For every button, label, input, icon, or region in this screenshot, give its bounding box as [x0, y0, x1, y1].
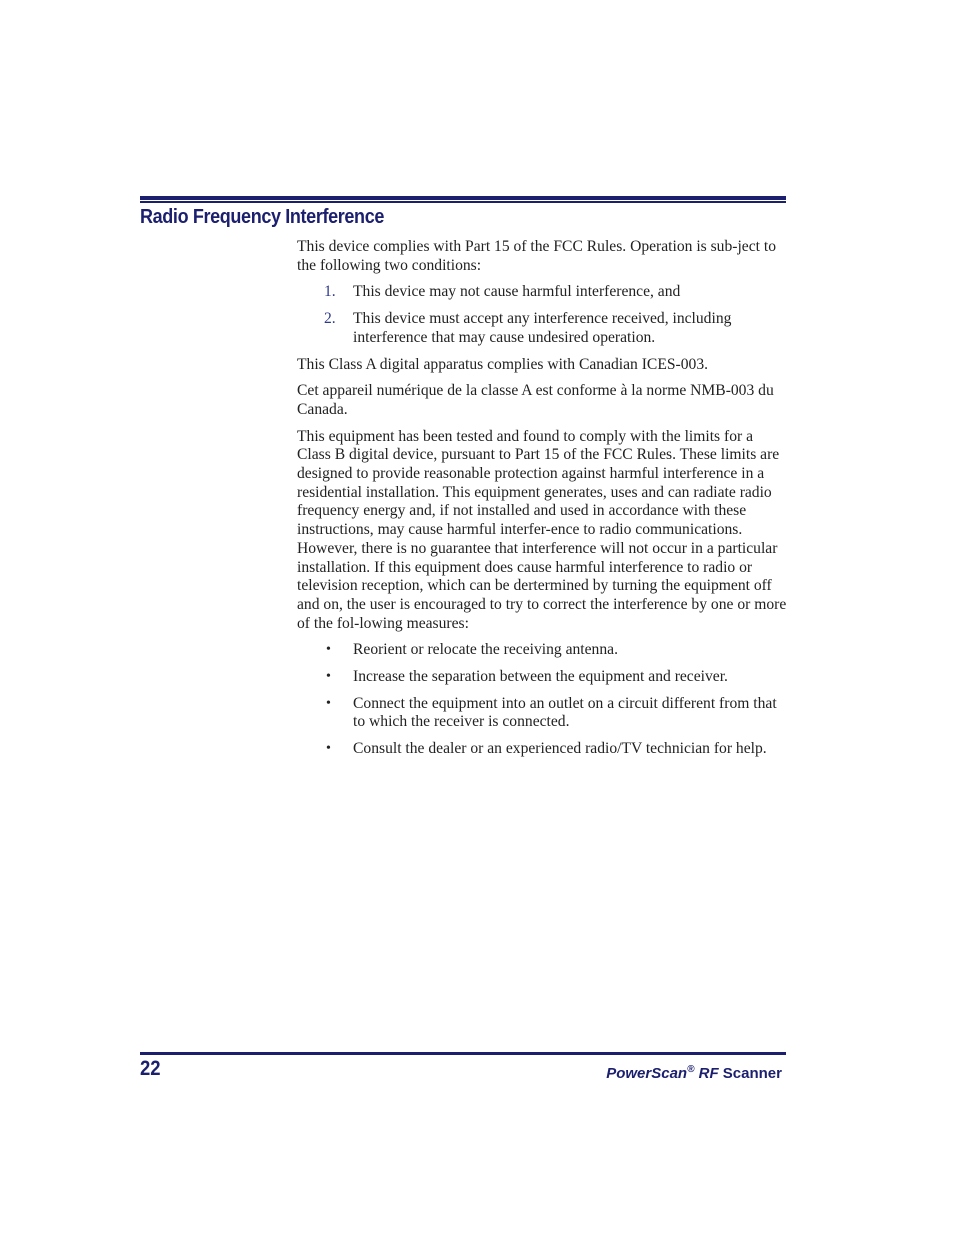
list-item	[297, 641, 789, 660]
bullet-icon: •	[326, 695, 331, 711]
section-body	[297, 238, 789, 767]
list-item	[297, 695, 789, 732]
list-item-text: Increase the separation between the equipment and receiver.	[353, 668, 728, 686]
list-item	[297, 310, 789, 347]
measures-list	[297, 641, 789, 759]
list-number: 1.	[324, 283, 336, 301]
canada-english-paragraph: This Class A digital apparatus complies with Canadian ICES-003.	[297, 355, 709, 373]
list-item	[297, 740, 789, 759]
footer-product-italic: RF	[698, 1065, 719, 1082]
footer-product-suffix: Scanner	[722, 1065, 782, 1082]
list-item-text: This device may not cause harmful interference, and	[353, 283, 681, 301]
canada-french-paragraph: Cet appareil numérique de la classe A est conforme à la norme NMB-003 du Canada.	[297, 382, 774, 418]
registered-mark: ®	[687, 1064, 695, 1075]
list-item-text: Reorient or relocate the receiving antenna.	[353, 641, 618, 659]
equipment-paragraph: This equipment has been tested and found to comply with the limits for a Class B digital device, pursuant to Part 15 of the FCC Rules. These limits are designed to provide reasonable protection against harmful interference in a residential installation. This equipment generates, uses and can radiate radio frequency energy and, if not installed and used in accordance with these instructions, may cause harmful interfer-ence to radio communications. However, there is no guarantee that interference will not occur in a particular installation. If this equipment does cause harmful interference to radio or television reception, which can be dertermined by turning the equipment off and on, the user is encouraged to try to correct the interference by one or more of the fol-lowing measures:	[297, 427, 787, 632]
bullet-icon: •	[326, 642, 331, 658]
intro-paragraph: This device complies with Part 15 of the FCC Rules. Operation is sub-ject to the following two conditions:	[297, 238, 777, 274]
list-number: 2.	[324, 310, 336, 328]
top-rule-thin	[140, 201, 786, 203]
list-item	[297, 283, 789, 302]
section-title: Radio Frequency Interference	[140, 206, 384, 228]
list-item-text: This device must accept any interference received, including interference that may cause undesired operation.	[353, 310, 732, 346]
list-item-text: Connect the equipment into an outlet on a circuit different from that to which the receiver is connected.	[353, 694, 777, 731]
conditions-list	[297, 283, 789, 347]
bullet-icon: •	[326, 669, 331, 685]
footer-rule	[140, 1052, 786, 1055]
bullet-icon: •	[326, 741, 331, 757]
top-rule-thick	[140, 196, 786, 200]
footer-product-name: PowerScan	[606, 1065, 688, 1082]
list-item	[297, 668, 789, 687]
list-item-text: Consult the dealer or an experienced radio/TV technician for help.	[353, 740, 767, 758]
section-top-rule	[140, 196, 786, 203]
page-number: 22	[140, 1057, 161, 1080]
footer-product-title	[606, 1060, 782, 1084]
